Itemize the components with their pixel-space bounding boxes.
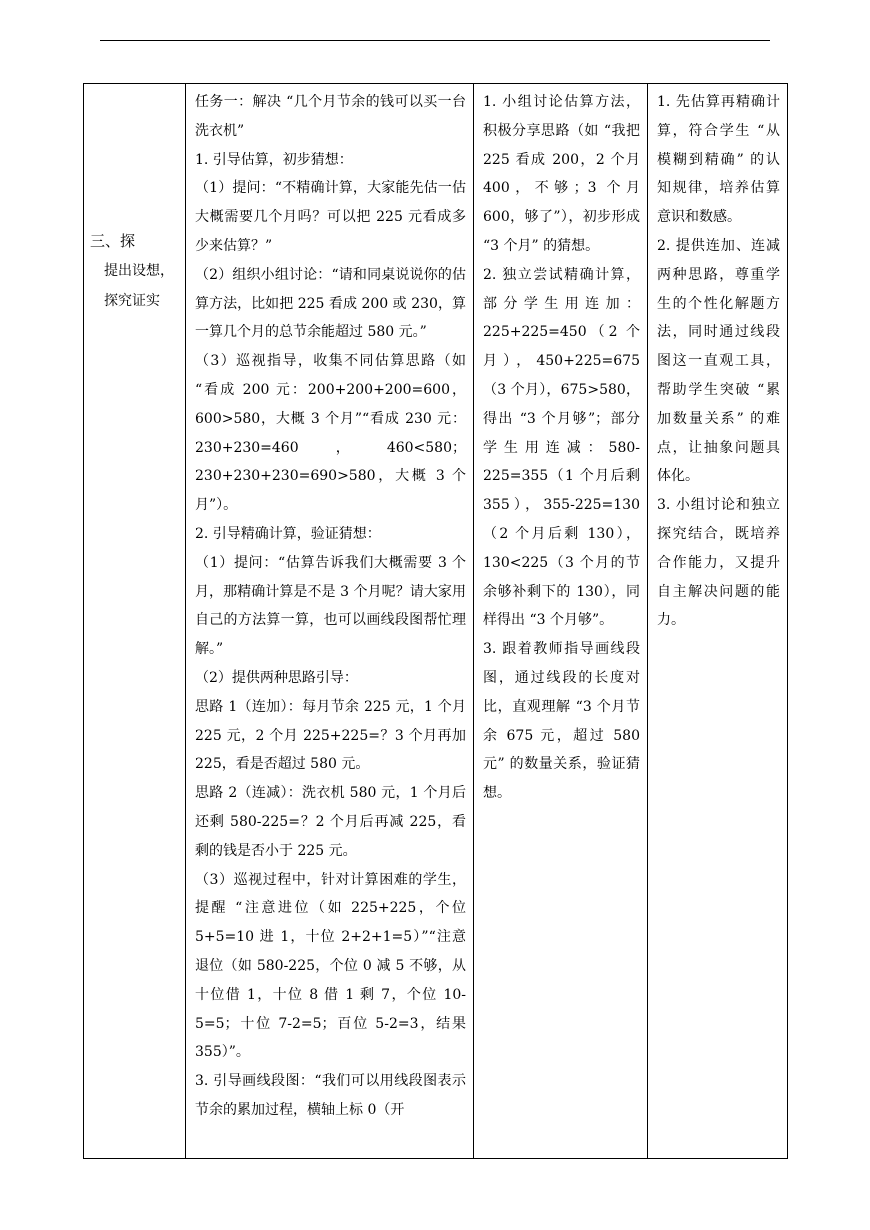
teacher-paragraph: （2）提供两种思路引导： <box>195 669 358 686</box>
stage-title: 三、探 <box>90 232 136 250</box>
teacher-paragraph: （1）提问：“不精确计算，大家能先估一估大概需要几个月吗？可以把 225 元看成多少来估算？” <box>195 180 466 254</box>
intent-paragraph: 2. 提供连加、连减两种思路，尊重学生的个性化解题方法，同时通过线段图这一直观工具，帮助学生突破 “累加数量关系” 的难点，让抽象问题具体化。 <box>657 237 780 485</box>
intent-paragraph: 1. 先估算再精确计算，符合学生 “从模糊到精确” 的认知规律，培养估算意识和数感。 <box>657 94 780 226</box>
stage-subtitle: 探究证实 <box>104 293 160 309</box>
stage-cell <box>84 84 186 1159</box>
teacher-paragraph: （3）巡视过程中，针对计算困难的学生，提醒 “注意进位（如 225+225，个位 5+5=10 进 1，十位 2+2+1=5）”“注意退位（如 580-225，个位 0 减 5 不够，从十位借 1，十位 8 借 1 剩 7，个位 10-5=5；十位 7-2=5；百位 5-2=3，结果 355）”。 <box>195 871 466 1061</box>
student-paragraph: 1. 小组讨论估算方法，积极分享思路（如 “我把 225 看成 200，2 个月 400，不够；3 个月 600，够了”），初步形成 “3 个月” 的猜想。 <box>483 94 640 254</box>
lesson-plan-table <box>83 83 788 1159</box>
stage-subtitle: 提出设想， <box>104 263 174 279</box>
student-paragraph: 3. 跟着教师指导画线段图，通过线段的长度对比，直观理解 “3 个月节余 675 元，超过 580 元” 的数量关系，验证猜想。 <box>483 641 640 802</box>
teacher-paragraph: 1. 引导估算，初步猜想： <box>195 151 353 168</box>
teacher-paragraph: （1）提问：“估算告诉我们大概需要 3 个月，那精确计算是不是 3 个月呢？请大家用自己的方法算一算，也可以画线段图帮忙理解。” <box>195 554 466 658</box>
teacher-paragraph: 思路 2（连减）：洗衣机 580 元，1 个月后还剩 580-225=？2 个月后再减 225，看剩的钱是否小于 225 元。 <box>195 785 466 859</box>
student-activity-cell <box>474 84 648 1159</box>
header-rule <box>100 40 770 41</box>
teacher-paragraph: （2）组织小组讨论：“请和同桌说说你的估算方法，比如把 225 看成 200 或 230，算一算几个月的总节余能超过 580 元。” <box>195 266 466 341</box>
table-row <box>84 84 788 1159</box>
teacher-paragraph: 任务一：解决 “几个月节余的钱可以买一台洗衣机” <box>195 94 466 139</box>
student-paragraph: 2. 独立尝试精确计算，部分学生用连加：225+225=450（2 个月），450+225=675（3 个月），675>580，得出 “3 个月够”；部分学生用连减：580-225=355（1 个月后剩 355），355-225=130（2 个月后剩 130），130<225（3 个月的节余够补剩下的 130），同样得出 “3 个月够”。 <box>483 266 640 629</box>
intent-paragraph: 3. 小组讨论和独立探究结合，既培养合作能力，又提升自主解决问题的能力。 <box>657 497 780 629</box>
teacher-paragraph: 3. 引导画线段图：“我们可以用线段图表示节余的累加过程，横轴上标 0（开 <box>195 1073 466 1118</box>
teacher-paragraph: 思路 1（连加）：每月节余 225 元，1 个月 225 元，2 个月 225+225=？3 个月再加 225，看是否超过 580 元。 <box>195 698 466 773</box>
teacher-activity-cell <box>186 84 474 1159</box>
design-intent-cell <box>648 84 788 1159</box>
teacher-paragraph: （3）巡视指导，收集不同估算思路（如 “看成 200 元：200+200+200=600，600>580，大概 3 个月”“看成 230 元：230+230=460，460<580；230+230+230=690>580，大概 3 个月”）。 <box>195 353 466 514</box>
teacher-paragraph: 2. 引导精确计算，验证猜想： <box>195 525 381 542</box>
